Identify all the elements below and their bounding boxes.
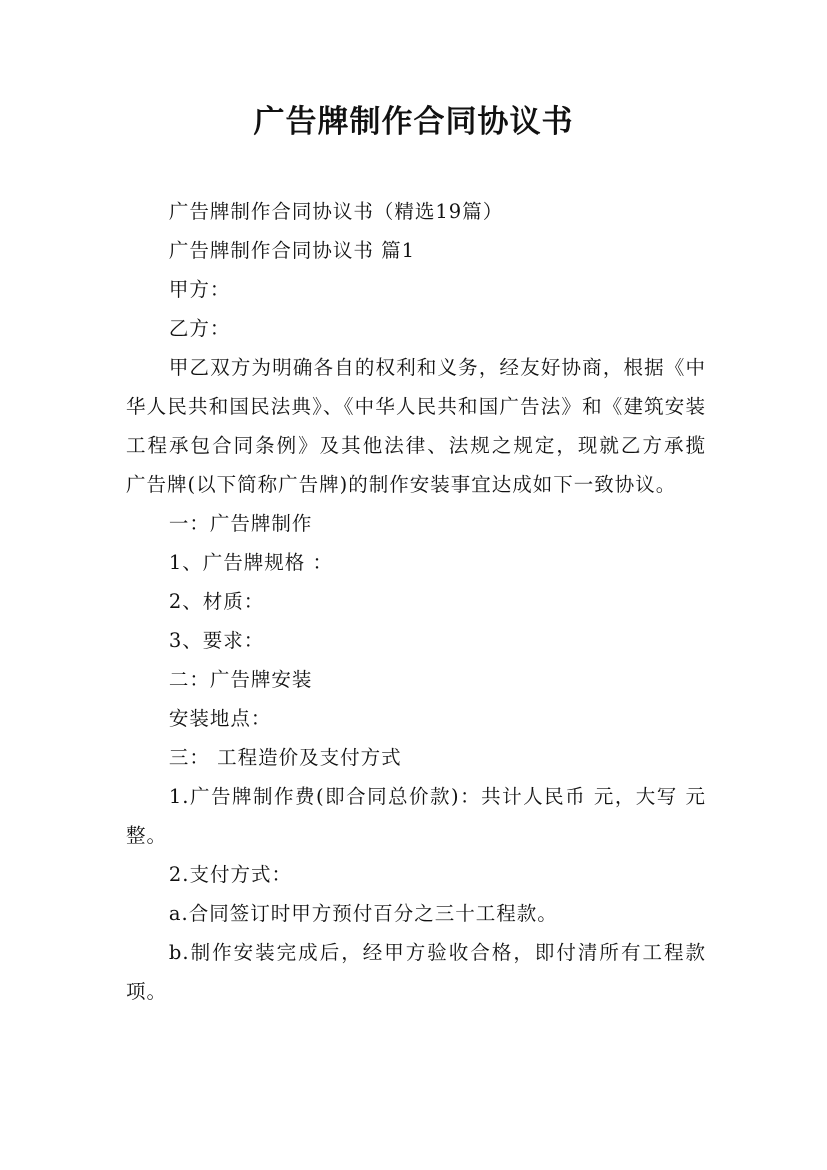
document-body (126, 192, 706, 1011)
paragraph-clause-3-price: 1.广告牌制作费(即合同总价款)：共计人民币 元，大写 元整。 (126, 785, 706, 847)
paragraph-preamble: 甲乙双方为明确各自的权利和义务，经友好协商，根据《中华人民共和国民法典》、《中华人民共和国广告法》和《建筑安装工程承包合同条例》及其他法律、法规之规定，现就乙方承揽 广告牌(以下简称广告牌)的制作安装事宜达成如下一致协议。 (126, 356, 706, 496)
paragraph-clause-2-heading: 二：广告牌安装 (168, 668, 313, 691)
paragraph-clause-1-heading: 一：广告牌制作 (168, 512, 313, 535)
paragraph-clause-3-payment-b: b.制作安装完成后，经甲方验收合格，即付清所有工程款项。 (126, 941, 706, 1003)
paragraph-clause-2-location: 安装地点： (168, 707, 272, 730)
paragraph-clause-1-material: 2、材质： (168, 590, 265, 613)
paragraph-clause-3-payment-a: a.合同签订时甲方预付百分之三十工程款。 (168, 902, 558, 925)
paragraph-clause-3-payment: 2.支付方式： (168, 863, 292, 886)
paragraph-party-a: 甲方： (168, 278, 231, 301)
document-title: 广告牌制作合同协议书 (253, 104, 574, 140)
paragraph-party-b: 乙方： (168, 317, 231, 340)
paragraph-clause-1-spec: 1、广告牌规格 ： (168, 551, 333, 574)
paragraph-subtitle: 广告牌制作合同协议书（精选19篇） (168, 200, 504, 223)
paragraph-section-heading: 广告牌制作合同协议书 篇1 (168, 239, 415, 262)
paragraph-clause-1-requirements: 3、要求： (168, 629, 265, 652)
paragraph-clause-3-heading: 三： 工程造价及支付方式 (168, 746, 402, 769)
